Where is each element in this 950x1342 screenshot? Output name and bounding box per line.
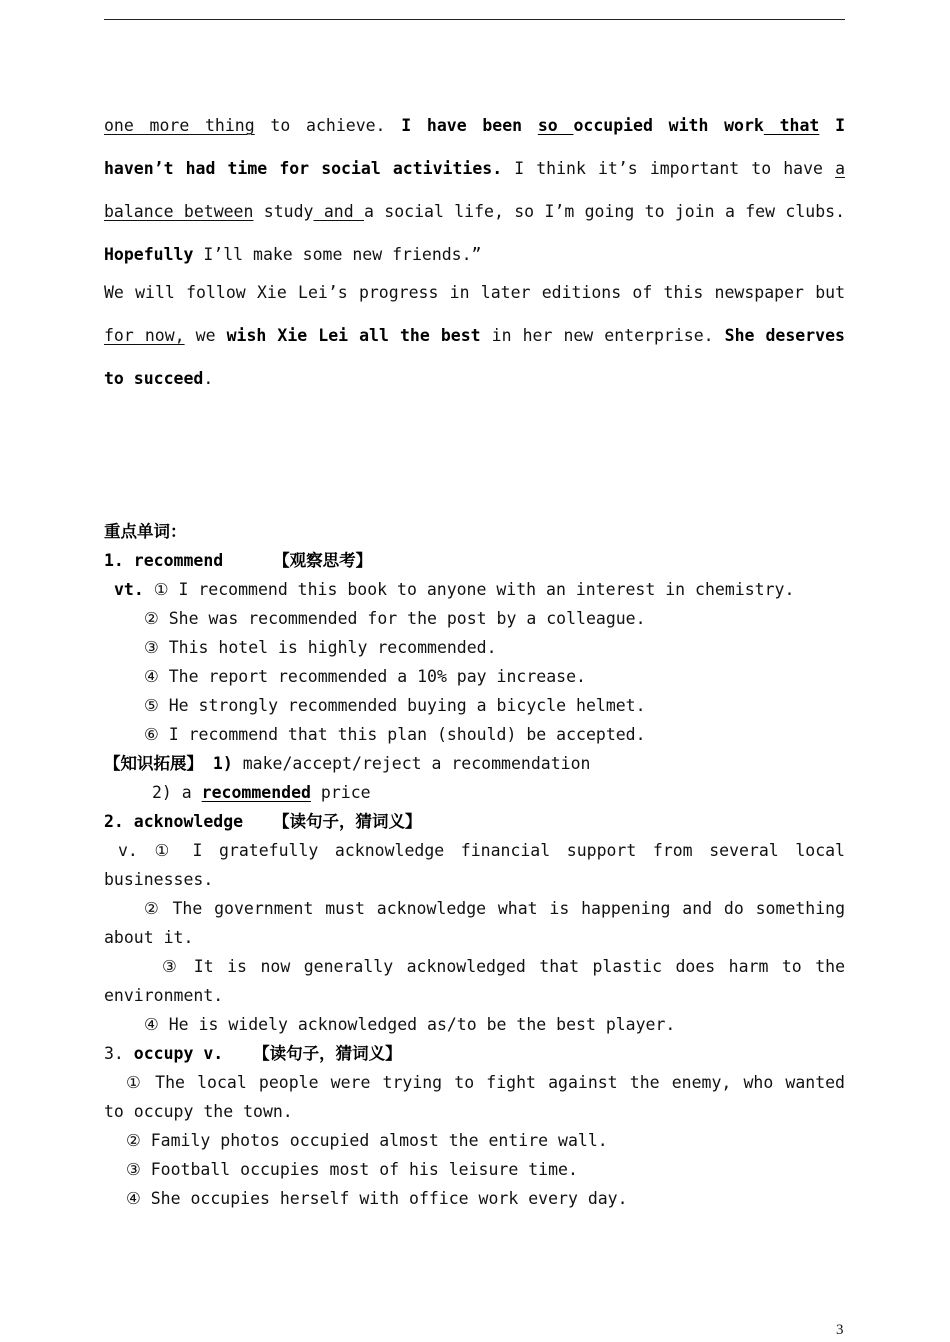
header-rule [104, 19, 845, 20]
section-tag: 【读句子，猜词义】 [272, 812, 422, 831]
example-sentence: ② She was recommended for the post by a colleague. [144, 609, 646, 628]
bold-phrase: Hopefully [104, 245, 194, 264]
word-title: occupy v. [123, 1044, 224, 1063]
underlined-phrase: for now, [104, 326, 185, 345]
extension-text: price [310, 783, 371, 802]
text-run: to achieve. [254, 116, 402, 135]
bold-phrase: occupied with work [573, 116, 764, 135]
example-sentence: v. ① I gratefully acknowledge financial support from several local businesses. [104, 841, 845, 889]
example-sentence: ③ This hotel is highly recommended. [144, 638, 497, 657]
example-sentence: ④ He is widely acknowledged as/to be the best player. [144, 1015, 676, 1034]
example-sentence: ② The government must acknowledge what is happening and do something about it. [104, 899, 845, 947]
extension-text: make/accept/reject a recommendation [232, 754, 591, 773]
text-run: we [184, 326, 227, 345]
text-run: in her new enterprise. [480, 326, 725, 345]
part-of-speech: vt. [114, 580, 144, 599]
underlined-phrase: and [313, 202, 364, 221]
page-number: 3 [836, 1322, 844, 1338]
extension-text: 2) a [152, 783, 202, 802]
sentence-text: ① I recommend this book to anyone with an interest in chemistry. [153, 580, 795, 599]
passage-paragraph-1 [104, 104, 845, 276]
item-number: 3. [104, 1044, 124, 1063]
text-run: . [203, 369, 214, 388]
bold-phrase: She deserves to succeed [104, 326, 845, 388]
bold-phrase: I haven’t had time for social activities. [104, 116, 846, 178]
example-sentence: ⑤ He strongly recommended buying a bicycle helmet. [144, 696, 646, 715]
bold-phrase: I have been [401, 116, 538, 135]
text-run: study [253, 202, 314, 221]
example-sentence: ③ Football occupies most of his leisure time. [126, 1160, 578, 1179]
text-run: We will follow Xie Lei’s progress in later editions of this newspaper but [104, 283, 845, 302]
passage-paragraph-2 [104, 271, 845, 400]
example-sentence [104, 575, 845, 604]
section-tag: 【读句子，猜词义】 [253, 1044, 402, 1063]
vocab-section [104, 517, 845, 1213]
underlined-phrase: a balance between [104, 159, 845, 221]
knowledge-extension-2 [104, 778, 845, 807]
example-sentence: ④ The report recommended a 10% pay increase. [144, 667, 586, 686]
underlined-word: recommended [201, 783, 311, 802]
text-run: I think it’s important to have [502, 159, 836, 178]
example-sentence: ① The local people were trying to fight against the enemy, who wanted to occupy the town. [104, 1073, 845, 1121]
text-run: I’ll make some new friends.” [193, 245, 482, 264]
example-sentence: ⑥ I recommend that this plan (should) be accepted. [144, 725, 646, 744]
knowledge-extension [104, 749, 845, 778]
vocab-heading: 重点单词： [104, 522, 187, 541]
underlined-phrase: so [537, 116, 574, 135]
example-sentence: ② Family photos occupied almost the entire wall. [126, 1131, 608, 1150]
text-run: a social life, so I’m going to join a few clubs. [363, 202, 846, 221]
item-number: 1) [203, 754, 233, 773]
word-title: 2. acknowledge [104, 812, 244, 831]
underlined-phrase: that [763, 116, 820, 135]
example-sentence: ③ It is now generally acknowledged that plastic does harm to the environment. [104, 957, 845, 1005]
underlined-phrase: one more thing [104, 116, 255, 135]
vocab-title-recommend [104, 546, 845, 575]
section-tag: 【观察思考】 [273, 551, 373, 570]
section-tag: 【知识拓展】 [104, 754, 203, 773]
word-title: 1. recommend [104, 551, 224, 570]
vocab-title-acknowledge [104, 807, 845, 836]
example-sentence: ④ She occupies herself with office work every day. [126, 1189, 628, 1208]
bold-phrase: wish Xie Lei all the best [226, 326, 481, 345]
vocab-title-occupy [104, 1039, 845, 1068]
